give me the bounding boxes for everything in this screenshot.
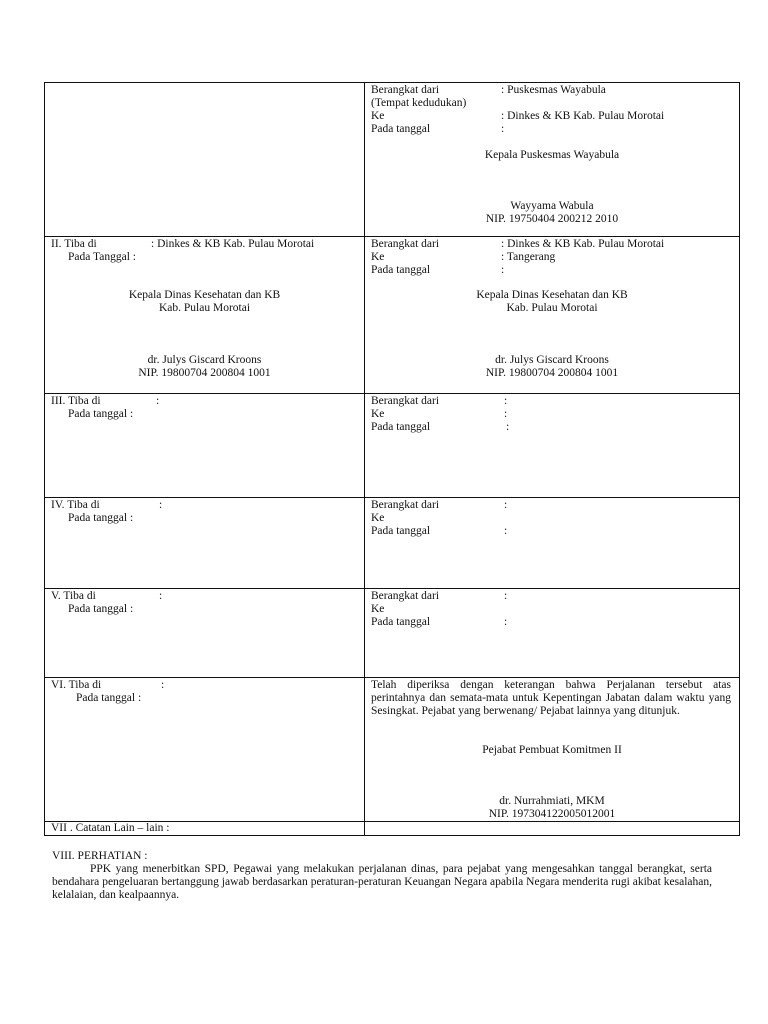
signer-name: dr. Julys Giscard Kroons	[147, 354, 262, 366]
arrival-date-label: Pada Tanggal :	[68, 251, 136, 263]
arrival-colon: :	[161, 679, 165, 691]
form-row-3	[45, 394, 740, 498]
form-row-7	[45, 822, 740, 836]
departure-label: Berangkat dari	[371, 590, 440, 602]
row2-right-cell	[365, 237, 740, 394]
row6-right-cell	[365, 678, 740, 822]
departure-label: Berangkat dari	[371, 238, 440, 250]
signer-name: dr. Julys Giscard Kroons	[495, 354, 609, 366]
destination-label: Ke	[371, 408, 385, 420]
row7-right-cell	[365, 822, 740, 836]
arrival-label: II. Tiba di	[51, 238, 97, 250]
row3-left-cell	[45, 394, 365, 498]
verification-statement: Telah diperiksa dengan keterangan bahwa Perjalanan tersebut atas perintahnya dan semata-mata untuk Kepentingan Jabatan dalam waktu yang Sesingkat. Pejabat yang berwenang/ Pejabat lainnya yang ditunjuk.	[371, 679, 731, 717]
destination-label: Ke	[371, 603, 385, 615]
destination-colon: :	[504, 408, 508, 420]
signer-position-line2: Kab. Pulau Morotai	[158, 302, 251, 314]
date-colon: :	[504, 525, 508, 537]
date-label: Pada tanggal	[371, 525, 431, 537]
departure-label: Berangkat dari	[371, 84, 440, 96]
signer-position-line1: Kepala Dinas Kesehatan dan KB	[128, 289, 281, 301]
arrival-value: : Dinkes & KB Kab. Pulau Morotai	[151, 238, 315, 250]
home-base-label: (Tempat kedudukan)	[371, 97, 467, 109]
arrival-label: III. Tiba di	[51, 395, 101, 407]
date-label: Pada tanggal	[371, 264, 431, 276]
signer-name: Wayyama Wabula	[510, 200, 594, 212]
form-row-1	[45, 83, 740, 237]
arrival-date-label: Pada tanggal :	[76, 692, 142, 704]
departure-value: : Puskesmas Wayabula	[501, 84, 606, 96]
form-row-5	[45, 589, 740, 678]
row1-left-cell	[45, 83, 365, 237]
signer-name: dr. Nurrahmiati, MKM	[499, 795, 605, 807]
row4-right-cell	[365, 498, 740, 589]
departure-colon: :	[504, 590, 508, 602]
commitment-officer-position: Pejabat Pembuat Komitmen II	[482, 744, 622, 756]
spd-form-table	[44, 82, 740, 836]
signer-nip: NIP. 19750404 200212 2010	[485, 213, 619, 225]
arrival-date-label: Pada tanggal :	[68, 408, 134, 420]
date-colon: :	[506, 421, 510, 433]
row7-left-cell	[45, 822, 365, 836]
form-row-4	[45, 498, 740, 589]
arrival-label: V. Tiba di	[51, 590, 96, 602]
arrival-label: VI. Tiba di	[51, 679, 102, 691]
arrival-colon: :	[159, 590, 163, 602]
departure-colon: :	[504, 395, 508, 407]
date-colon: :	[504, 616, 508, 628]
form-row-2	[45, 237, 740, 394]
departure-value: : Dinkes & KB Kab. Pulau Morotai	[501, 238, 665, 250]
signer-nip: NIP. 197304122005012001	[488, 808, 616, 820]
date-colon: :	[501, 123, 505, 135]
row4-left-cell	[45, 498, 365, 589]
date-colon: :	[501, 264, 505, 276]
date-label: Pada tanggal	[371, 123, 431, 135]
arrival-colon: :	[156, 395, 160, 407]
row5-right-cell	[365, 589, 740, 678]
attention-heading: VIII. PERHATIAN :	[52, 850, 148, 862]
date-label: Pada tanggal	[371, 421, 431, 433]
signer-position-line2: Kab. Pulau Morotai	[506, 302, 598, 314]
row1-right-cell	[365, 83, 740, 237]
row6-left-cell	[45, 678, 365, 822]
signer-nip: NIP. 19800704 200804 1001	[138, 367, 271, 379]
arrival-date-label: Pada tanggal :	[68, 512, 134, 524]
departure-label: Berangkat dari	[371, 499, 440, 511]
destination-label: Ke	[371, 110, 385, 122]
row5-left-cell	[45, 589, 365, 678]
attention-paragraph: PPK yang menerbitkan SPD, Pegawai yang melakukan perjalanan dinas, para pejabat yang mengesahkan tanggal berangkat, serta bendahara pengeluaran bertanggung jawab berdasarkan peraturan-peraturan Keuangan Negara apabila Negara menderita rugi akibat kesalahan, kelalaian, dan kealpaannya.	[52, 863, 712, 901]
date-label: Pada tanggal	[371, 616, 431, 628]
destination-label: Ke	[371, 512, 385, 524]
signer-position-line1: Kepala Dinas Kesehatan dan KB	[476, 289, 628, 301]
arrival-label: IV. Tiba di	[51, 499, 100, 511]
other-notes-label: VII . Catatan Lain – lain :	[51, 822, 170, 834]
signer-nip: NIP. 19800704 200804 1001	[485, 367, 619, 379]
form-row-6	[45, 678, 740, 822]
destination-value: : Tangerang	[501, 251, 556, 263]
arrival-date-label: Pada tanggal :	[68, 603, 134, 615]
signer-position: Kepala Puskesmas Wayabula	[484, 149, 620, 161]
departure-colon: :	[504, 499, 508, 511]
departure-label: Berangkat dari	[371, 395, 440, 407]
row2-left-cell	[45, 237, 365, 394]
row3-right-cell	[365, 394, 740, 498]
destination-value: : Dinkes & KB Kab. Pulau Morotai	[501, 110, 665, 122]
destination-label: Ke	[371, 251, 385, 263]
arrival-colon: :	[159, 499, 163, 511]
